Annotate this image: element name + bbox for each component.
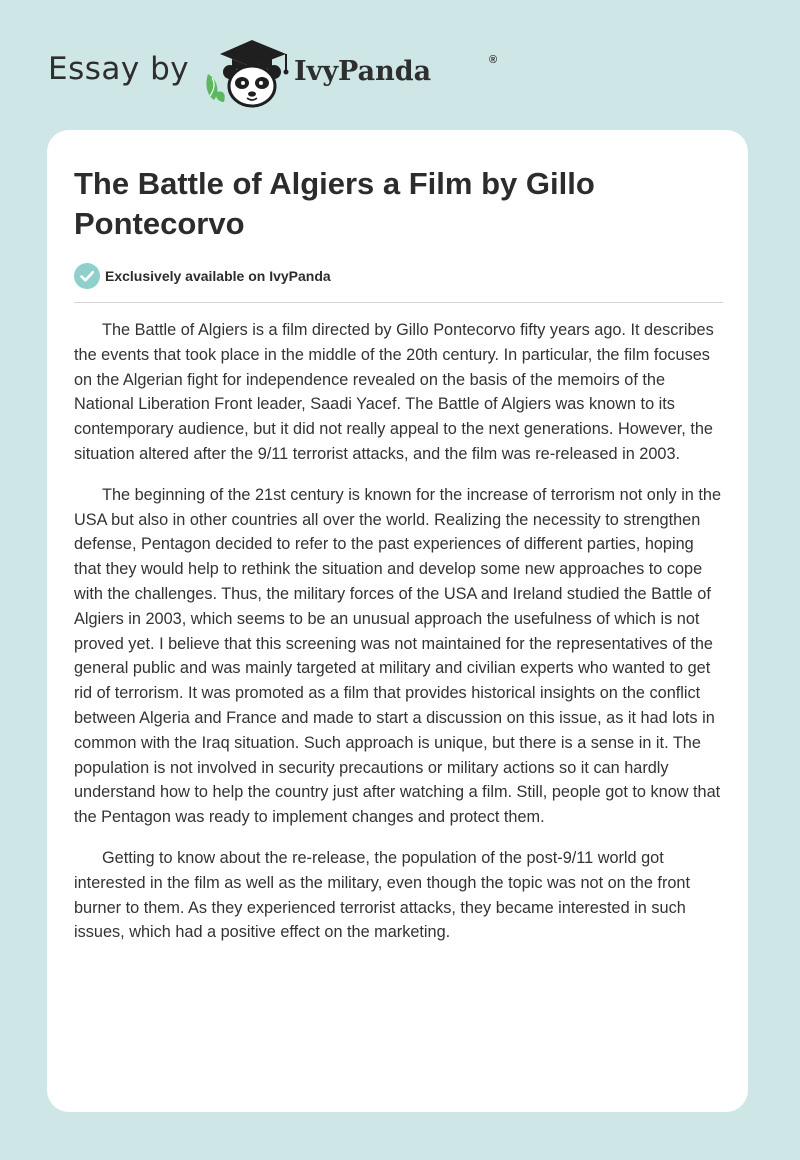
essay-title: The Battle of Algiers a Film by Gillo Pontecorvo: [74, 166, 595, 241]
paragraph: Getting to know about the re-release, the population of the post-9/11 world got interested in the film as well as the military, even though the topic was not on the front burner to them. As they experienced terrorist attacks, they became interested in such issues, which had a positive effect on the marketing.: [74, 848, 690, 942]
check-circle-icon: [74, 263, 100, 289]
exclusive-badge: [74, 263, 331, 289]
title-divider: [74, 302, 723, 303]
site-header: [48, 34, 508, 110]
exclusive-badge-label: Exclusively available on IvyPanda: [105, 268, 331, 284]
essay-card: [47, 130, 748, 1112]
essay-by-label: Essay by: [48, 51, 190, 87]
paragraph: The Battle of Algiers is a film directed by Gillo Pontecorvo fifty years ago. It describes the events that took place in the middle of the 20th century. In particular, the film focuses on the Algerian fight for independence revealed on the basis of the memoirs of the National Liberation Front leader, Saadi Yacef. The Battle of Algiers was known to its contemporary audience, but it did not really appeal to the next generations. However, the situation altered after the 9/11 terrorist attacks, and the film was re-released in 2003.: [74, 321, 714, 463]
panda-logo-icon[interactable]: [200, 34, 296, 110]
paragraph: The beginning of the 21st century is known for the increase of terrorism not only in the USA but also in other countries all over the world. Realizing the necessity to strengthen defense, Pentagon decided to refer to the past experiences of different parties, hoping that they would help to rethink the situation and develop some new approaches to cope with the challenges. Thus, the military forces of the USA and Ireland studied the Battle of Algiers in 2003, which seems to be an unusual approach the usefulness of which is not proved yet. I believe that this screening was not maintained for the representatives of the general public and was mainly targeted at military and civilian experts who wanted to get rid of terrorism. It was promoted as a film that provides historical insights on the conflict between Algeria and France and made to start a discussion on this issue, as it had lots in common with the Iraq situation. Such approach is unique, but there is a sense in it. The population is not involved in security precautions or military actions so it can hardly understand how to help the country just after watching a film. Still, people got to know that the Pentagon was ready to implement changes and protect them.: [74, 485, 722, 827]
registered-mark: ®: [489, 54, 498, 66]
brand-name[interactable]: IvyPanda: [294, 56, 432, 87]
essay-body: [74, 318, 723, 961]
